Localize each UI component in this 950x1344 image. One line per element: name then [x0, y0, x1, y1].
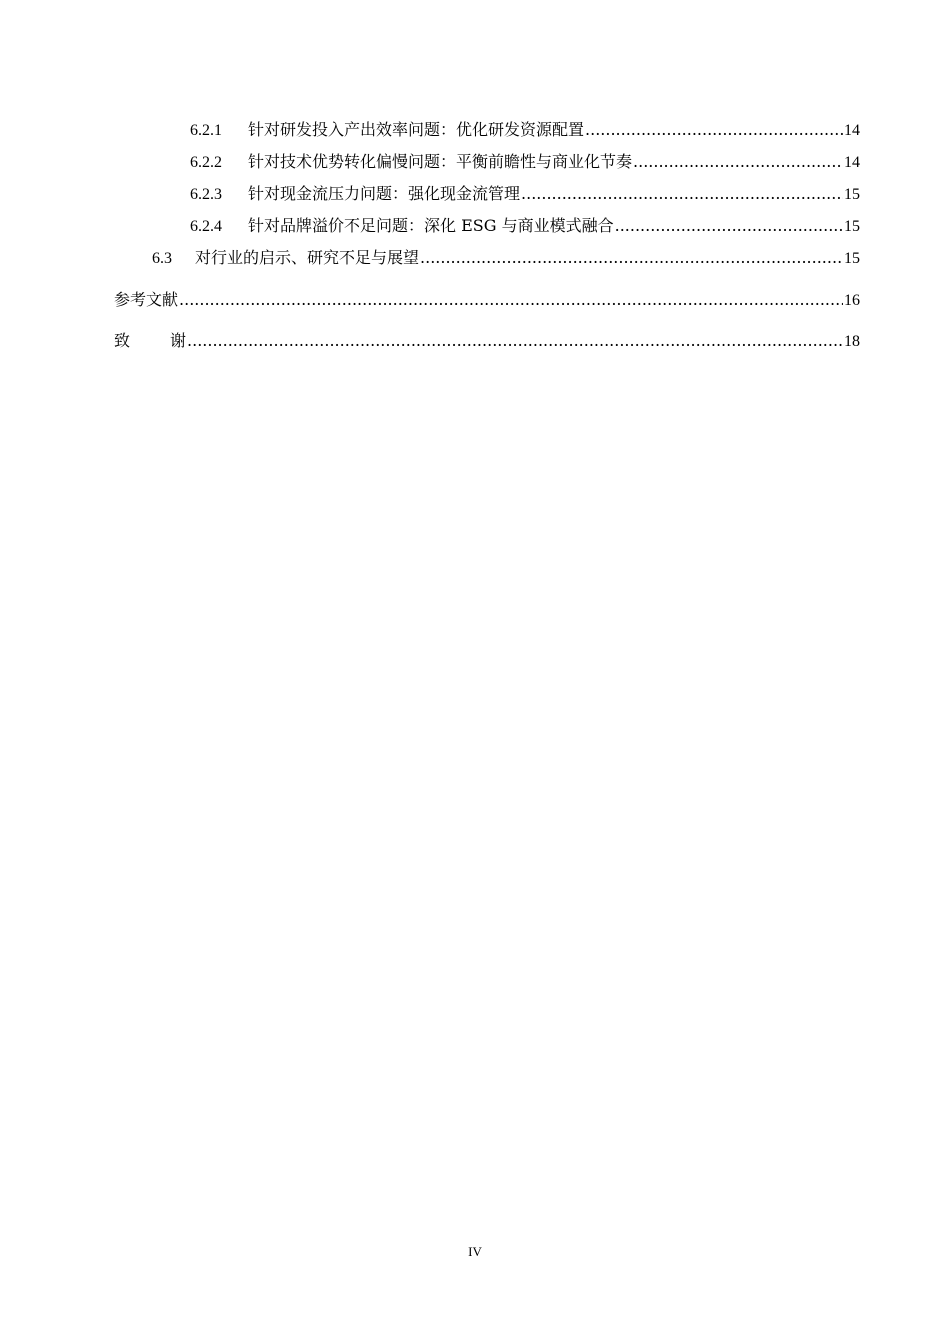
toc-entry-6-2-3[interactable] [190, 183, 860, 206]
toc-entry-title: 针对研发投入产出效率问题：优化研发资源配置 [248, 120, 585, 139]
toc-entry-page: 15 [844, 186, 860, 203]
dot-leader [420, 247, 843, 269]
toc-entry-number: 6.3 [152, 250, 172, 267]
toc-entry-6-3[interactable] [152, 247, 860, 270]
dot-leader [585, 119, 843, 141]
toc-entry-number: 6.2.4 [190, 218, 222, 235]
dot-leader [187, 330, 843, 352]
toc-entry-title: 参考文献 [114, 290, 179, 309]
toc-entry-number: 6.2.1 [190, 122, 222, 139]
toc-entry-page: 14 [844, 154, 860, 171]
toc-entry-6-2-1[interactable] [190, 119, 860, 142]
dot-leader [521, 183, 843, 205]
toc-entry-page: 15 [844, 218, 860, 235]
toc-entry-title: 对行业的启示、研究不足与展望 [195, 248, 420, 267]
dot-leader [179, 289, 843, 311]
toc-entry-6-2-4[interactable] [190, 215, 860, 238]
toc-entry-title-part1: 致 [114, 331, 131, 350]
dot-leader [615, 215, 843, 237]
toc-entry-number: 6.2.3 [190, 186, 222, 203]
toc-entry-page: 16 [844, 292, 860, 309]
toc-entry-title [114, 330, 186, 352]
page-number: IV [468, 1244, 482, 1259]
toc-entry-page: 14 [844, 122, 860, 139]
toc-entry-title: 针对现金流压力问题：强化现金流管理 [248, 184, 521, 203]
toc-entry-title-part2: 谢 [170, 331, 187, 350]
toc-entry-page: 18 [844, 333, 860, 350]
toc-entry-title: 针对技术优势转化偏慢问题：平衡前瞻性与商业化节奏 [248, 152, 633, 171]
toc-entry-references[interactable] [114, 289, 860, 312]
toc-entry-number: 6.2.2 [190, 154, 222, 171]
toc-entry-page: 15 [844, 250, 860, 267]
toc-entry-title: 针对品牌溢价不足问题：深化 ESG 与商业模式融合 [248, 216, 614, 235]
toc-entry-acknowledgements[interactable] [114, 330, 860, 353]
toc-entry-6-2-2[interactable] [190, 151, 860, 174]
dot-leader [633, 151, 843, 173]
